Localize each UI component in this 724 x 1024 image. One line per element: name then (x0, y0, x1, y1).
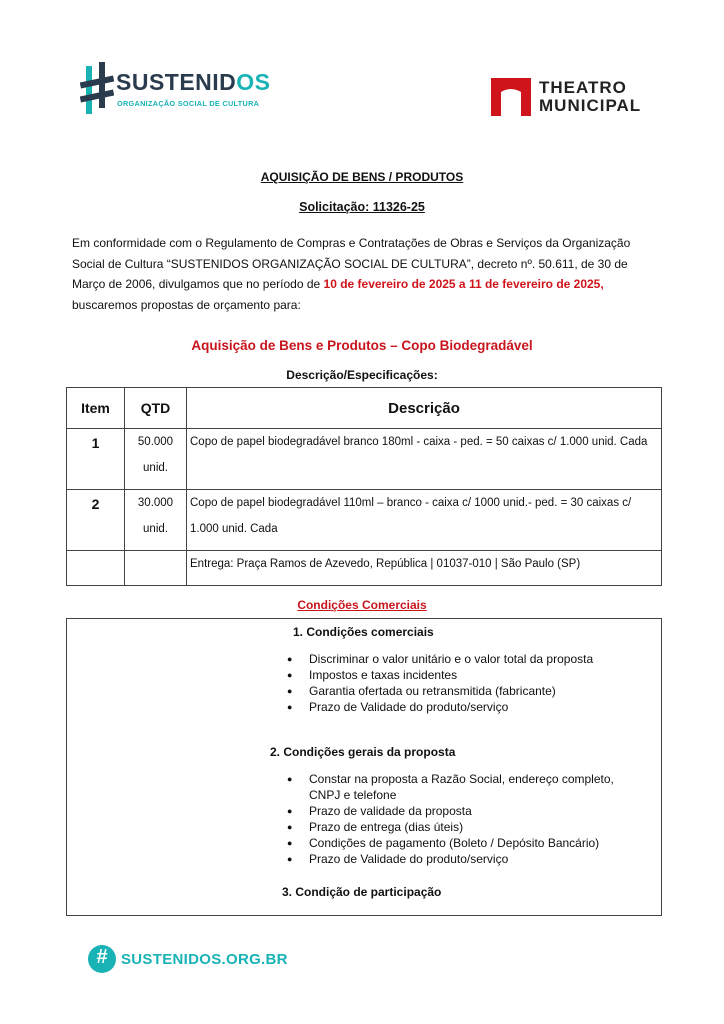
theatro-line2: MUNICIPAL (539, 96, 642, 115)
conditions-box (66, 618, 662, 916)
header-item: Item (67, 388, 125, 429)
section2-list (287, 771, 647, 867)
section-title: Aquisição de Bens e Produtos – Copo Biodegradável (191, 338, 533, 353)
list-item: ● Prazo de Validade do produto/serviço (287, 699, 647, 715)
section2-heading: 2. Condições gerais da proposta (270, 745, 456, 759)
empty-cell (67, 551, 125, 586)
theatro-line1: THEATRO (539, 78, 627, 97)
entrega-address: Entrega: Praça Ramos de Azevedo, República | 01037-010 | São Paulo (SP) (187, 551, 662, 586)
item-descricao: Copo de papel biodegradável branco 180ml - caixa - ped. = 50 caixas c/ 1.000 unid. Cada (187, 429, 662, 490)
section3-heading: 3. Condição de participação (282, 885, 442, 899)
section1-heading: 1. Condições comerciais (293, 625, 434, 639)
sustenidos-logo-text: SUSTENIDOS (116, 69, 271, 95)
section1-list (287, 651, 647, 715)
table-row (67, 429, 662, 490)
item-number: 2 (67, 490, 125, 551)
table-row (67, 490, 662, 551)
table-row-entrega (67, 551, 662, 586)
document-title: AQUISIÇÃO DE BENS / PRODUTOS (260, 170, 464, 184)
period-highlight: 10 de fevereiro de 2025 a 11 de fevereiro de 2025, (323, 277, 604, 291)
sustenidos-tagline: ORGANIZAÇÃO SOCIAL DE CULTURA (117, 99, 260, 108)
list-item: ● Condições de pagamento (Boleto / Depósito Bancário) (287, 835, 647, 851)
item-qtd: 50.000 unid. (125, 429, 187, 490)
header-descricao: Descrição (187, 388, 662, 429)
list-item: ● Impostos e taxas incidentes (287, 667, 647, 683)
intro-paragraph: Em conformidade com o Regulamento de Compras e Contratações de Obras e Serviços da Organização Social de Cultura “SUSTENIDOS ORGANIZAÇÃO SOCIAL DE CULTURA”, decreto nº. 50.611, de 30 de Março de 2006, divulgamos que no período de 10 de fevereiro de 2025 a 11 de fevereiro de 2025, buscaremos propostas de orçamento para: (72, 236, 631, 312)
list-item: ● Prazo de Validade do produto/serviço (287, 851, 647, 867)
list-item: ● Discriminar o valor unitário e o valor total da proposta (287, 651, 647, 667)
solicitacao-number: Solicitação: 11326-25 (299, 200, 425, 214)
item-number: 1 (67, 429, 125, 490)
sustenidos-logo (80, 62, 271, 120)
theatro-arch-icon (489, 74, 533, 118)
empty-cell (125, 551, 187, 586)
list-item: ● Prazo de entrega (dias úteis) (287, 819, 647, 835)
items-table (66, 387, 662, 586)
hash-icon: # (88, 945, 116, 973)
table-header-row (67, 388, 662, 429)
theatro-municipal-logo (489, 72, 659, 122)
list-item: ● Prazo de validade da proposta (287, 803, 647, 819)
list-item: ● Garantia ofertada ou retransmitida (fabricante) (287, 683, 647, 699)
footer-url[interactable]: SUSTENIDOS.ORG.BR (121, 951, 288, 968)
spec-title: Descrição/Especificações: (286, 368, 438, 382)
header-qtd: QTD (125, 388, 187, 429)
hash-logo-icon (80, 62, 114, 116)
item-descricao: Copo de papel biodegradável 110ml – branco - caixa c/ 1000 unid.- ped. = 30 caixas c/ 1.000 unid. Cada (187, 490, 662, 551)
conditions-title: Condições Comerciais (297, 598, 427, 612)
list-item: ● Constar na proposta a Razão Social, endereço completo, CNPJ e telefone (287, 771, 647, 803)
item-qtd: 30.000 unid. (125, 490, 187, 551)
